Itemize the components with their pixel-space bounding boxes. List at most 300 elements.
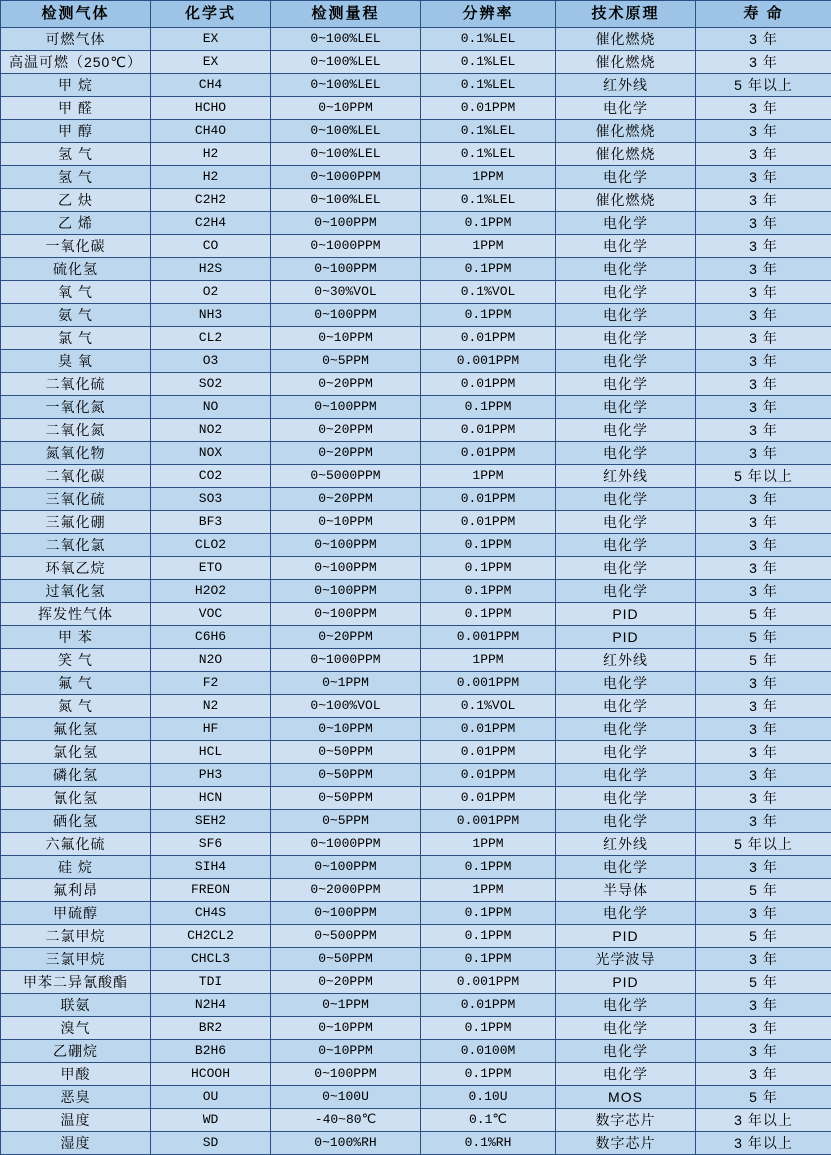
cell-technical-principle: 催化燃烧 [556, 51, 696, 74]
cell-technical-principle: 电化学 [556, 235, 696, 258]
cell-measuring-range: 0~100PPM [271, 856, 421, 879]
cell-resolution: 0.1PPM [421, 557, 556, 580]
table-row [1, 97, 831, 120]
cell-measuring-range: -40~80℃ [271, 1109, 421, 1132]
cell-technical-principle: 数字芯片 [556, 1132, 696, 1155]
cell-measuring-range: 0~100U [271, 1086, 421, 1109]
cell-chemical-formula: NH3 [151, 304, 271, 327]
cell-gas-name: 乙硼烷 [1, 1040, 151, 1063]
cell-resolution: 0.1PPM [421, 603, 556, 626]
cell-gas-name: 甲 苯 [1, 626, 151, 649]
cell-resolution: 1PPM [421, 649, 556, 672]
table-body [1, 28, 831, 1155]
column-header-technical-principle: 技术原理 [556, 1, 696, 28]
cell-measuring-range: 0~100PPM [271, 1063, 421, 1086]
cell-resolution: 0.1PPM [421, 925, 556, 948]
table-row [1, 741, 831, 764]
cell-chemical-formula: WD [151, 1109, 271, 1132]
cell-gas-name: 氢 气 [1, 143, 151, 166]
cell-lifespan: 3 年 [696, 1040, 831, 1063]
cell-resolution: 1PPM [421, 235, 556, 258]
cell-resolution: 0.01PPM [421, 511, 556, 534]
cell-technical-principle: 电化学 [556, 718, 696, 741]
cell-lifespan: 3 年 [696, 258, 831, 281]
cell-measuring-range: 0~100%LEL [271, 120, 421, 143]
cell-resolution: 0.1%LEL [421, 120, 556, 143]
cell-technical-principle: 电化学 [556, 258, 696, 281]
cell-lifespan: 3 年 [696, 994, 831, 1017]
cell-chemical-formula: C2H4 [151, 212, 271, 235]
cell-chemical-formula: CH4 [151, 74, 271, 97]
cell-chemical-formula: CHCL3 [151, 948, 271, 971]
cell-resolution: 0.01PPM [421, 488, 556, 511]
cell-lifespan: 3 年 [696, 396, 831, 419]
table-row [1, 580, 831, 603]
cell-chemical-formula: H2 [151, 166, 271, 189]
cell-resolution: 1PPM [421, 833, 556, 856]
table-row [1, 373, 831, 396]
cell-technical-principle: PID [556, 971, 696, 994]
cell-chemical-formula: SO2 [151, 373, 271, 396]
cell-gas-name: 温度 [1, 1109, 151, 1132]
table-row [1, 1040, 831, 1063]
cell-lifespan: 3 年 [696, 902, 831, 925]
cell-technical-principle: 电化学 [556, 672, 696, 695]
cell-chemical-formula: NO [151, 396, 271, 419]
cell-technical-principle: 电化学 [556, 281, 696, 304]
cell-chemical-formula: NOX [151, 442, 271, 465]
cell-technical-principle: 电化学 [556, 557, 696, 580]
cell-gas-name: 环氧乙烷 [1, 557, 151, 580]
cell-chemical-formula: HF [151, 718, 271, 741]
cell-measuring-range: 0~100PPM [271, 304, 421, 327]
cell-resolution: 0.01PPM [421, 419, 556, 442]
table-row [1, 810, 831, 833]
cell-lifespan: 5 年 [696, 649, 831, 672]
table-row [1, 143, 831, 166]
cell-lifespan: 3 年 [696, 856, 831, 879]
cell-lifespan: 3 年 [696, 212, 831, 235]
cell-resolution: 0.10U [421, 1086, 556, 1109]
cell-chemical-formula: HCL [151, 741, 271, 764]
table-row [1, 419, 831, 442]
cell-lifespan: 3 年以上 [696, 1132, 831, 1155]
cell-technical-principle: 电化学 [556, 764, 696, 787]
cell-chemical-formula: N2O [151, 649, 271, 672]
cell-measuring-range: 0~10PPM [271, 718, 421, 741]
cell-measuring-range: 0~1000PPM [271, 649, 421, 672]
cell-measuring-range: 0~10PPM [271, 511, 421, 534]
table-row [1, 626, 831, 649]
cell-chemical-formula: SEH2 [151, 810, 271, 833]
cell-gas-name: 乙 炔 [1, 189, 151, 212]
cell-chemical-formula: NO2 [151, 419, 271, 442]
cell-technical-principle: 电化学 [556, 166, 696, 189]
cell-technical-principle: 电化学 [556, 856, 696, 879]
cell-gas-name: 二氧化氯 [1, 534, 151, 557]
cell-resolution: 0.1PPM [421, 534, 556, 557]
cell-chemical-formula: H2O2 [151, 580, 271, 603]
cell-technical-principle: 电化学 [556, 1040, 696, 1063]
table-row [1, 120, 831, 143]
cell-lifespan: 5 年以上 [696, 465, 831, 488]
cell-gas-name: 二氧化碳 [1, 465, 151, 488]
cell-gas-name: 甲 烷 [1, 74, 151, 97]
cell-lifespan: 3 年 [696, 235, 831, 258]
cell-gas-name: 二氯甲烷 [1, 925, 151, 948]
table-row [1, 166, 831, 189]
cell-gas-name: 三氧化硫 [1, 488, 151, 511]
cell-measuring-range: 0~100PPM [271, 258, 421, 281]
cell-technical-principle: 红外线 [556, 465, 696, 488]
cell-measuring-range: 0~100%VOL [271, 695, 421, 718]
cell-gas-name: 磷化氢 [1, 764, 151, 787]
cell-chemical-formula: HCOOH [151, 1063, 271, 1086]
cell-technical-principle: 电化学 [556, 373, 696, 396]
cell-chemical-formula: C2H2 [151, 189, 271, 212]
cell-gas-name: 联氨 [1, 994, 151, 1017]
table-row [1, 1132, 831, 1155]
cell-gas-name: 笑 气 [1, 649, 151, 672]
cell-chemical-formula: TDI [151, 971, 271, 994]
cell-chemical-formula: BF3 [151, 511, 271, 534]
cell-gas-name: 氮 气 [1, 695, 151, 718]
cell-gas-name: 湿度 [1, 1132, 151, 1155]
cell-technical-principle: 电化学 [556, 212, 696, 235]
cell-chemical-formula: CH4O [151, 120, 271, 143]
column-header-lifespan: 寿 命 [696, 1, 831, 28]
cell-technical-principle: 电化学 [556, 442, 696, 465]
cell-technical-principle: 电化学 [556, 787, 696, 810]
cell-measuring-range: 0~100PPM [271, 557, 421, 580]
cell-resolution: 0.001PPM [421, 971, 556, 994]
cell-gas-name: 甲硫醇 [1, 902, 151, 925]
cell-lifespan: 3 年 [696, 419, 831, 442]
cell-resolution: 0.1PPM [421, 902, 556, 925]
cell-measuring-range: 0~100%LEL [271, 51, 421, 74]
header-row [1, 1, 831, 28]
cell-chemical-formula: BR2 [151, 1017, 271, 1040]
table-row [1, 51, 831, 74]
cell-lifespan: 3 年 [696, 718, 831, 741]
column-header-measuring-range: 检测量程 [271, 1, 421, 28]
cell-measuring-range: 0~100PPM [271, 580, 421, 603]
cell-lifespan: 5 年 [696, 971, 831, 994]
cell-chemical-formula: SD [151, 1132, 271, 1155]
cell-resolution: 0.1%VOL [421, 695, 556, 718]
cell-gas-name: 二氧化硫 [1, 373, 151, 396]
cell-measuring-range: 0~20PPM [271, 419, 421, 442]
cell-chemical-formula: EX [151, 51, 271, 74]
cell-chemical-formula: HCHO [151, 97, 271, 120]
cell-measuring-range: 0~10PPM [271, 1040, 421, 1063]
column-header-gas-name: 检测气体 [1, 1, 151, 28]
table-row [1, 511, 831, 534]
table-row [1, 189, 831, 212]
table-row [1, 1086, 831, 1109]
cell-gas-name: 氟利昂 [1, 879, 151, 902]
cell-measuring-range: 0~100PPM [271, 902, 421, 925]
cell-gas-name: 恶臭 [1, 1086, 151, 1109]
cell-gas-name: 氨 气 [1, 304, 151, 327]
cell-chemical-formula: SF6 [151, 833, 271, 856]
cell-gas-name: 高温可燃（250℃） [1, 51, 151, 74]
cell-resolution: 0.01PPM [421, 327, 556, 350]
cell-lifespan: 3 年 [696, 810, 831, 833]
cell-resolution: 0.1PPM [421, 1017, 556, 1040]
cell-lifespan: 5 年以上 [696, 74, 831, 97]
table-row [1, 488, 831, 511]
cell-chemical-formula: O2 [151, 281, 271, 304]
cell-resolution: 0.001PPM [421, 626, 556, 649]
cell-technical-principle: 电化学 [556, 994, 696, 1017]
cell-lifespan: 5 年 [696, 626, 831, 649]
cell-chemical-formula: B2H6 [151, 1040, 271, 1063]
table-row [1, 258, 831, 281]
cell-measuring-range: 0~1PPM [271, 994, 421, 1017]
cell-chemical-formula: N2 [151, 695, 271, 718]
cell-technical-principle: 催化燃烧 [556, 143, 696, 166]
table-row [1, 304, 831, 327]
cell-chemical-formula: O3 [151, 350, 271, 373]
cell-lifespan: 5 年 [696, 1086, 831, 1109]
cell-technical-principle: 催化燃烧 [556, 120, 696, 143]
cell-technical-principle: 电化学 [556, 695, 696, 718]
cell-lifespan: 3 年以上 [696, 1109, 831, 1132]
cell-chemical-formula: OU [151, 1086, 271, 1109]
cell-resolution: 0.01PPM [421, 787, 556, 810]
cell-lifespan: 3 年 [696, 580, 831, 603]
table-header [1, 1, 831, 28]
cell-technical-principle: 红外线 [556, 74, 696, 97]
cell-chemical-formula: CLO2 [151, 534, 271, 557]
cell-technical-principle: 电化学 [556, 419, 696, 442]
cell-gas-name: 氢 气 [1, 166, 151, 189]
cell-resolution: 0.01PPM [421, 373, 556, 396]
cell-gas-name: 三氯甲烷 [1, 948, 151, 971]
cell-measuring-range: 0~1PPM [271, 672, 421, 695]
cell-lifespan: 3 年 [696, 741, 831, 764]
cell-resolution: 0.1PPM [421, 1063, 556, 1086]
cell-measuring-range: 0~100%LEL [271, 189, 421, 212]
cell-resolution: 0.1%LEL [421, 28, 556, 51]
cell-lifespan: 3 年 [696, 695, 831, 718]
cell-technical-principle: 催化燃烧 [556, 28, 696, 51]
cell-gas-name: 甲 醛 [1, 97, 151, 120]
table-row [1, 879, 831, 902]
cell-measuring-range: 0~10PPM [271, 327, 421, 350]
cell-resolution: 1PPM [421, 465, 556, 488]
cell-chemical-formula: ETO [151, 557, 271, 580]
table-row [1, 856, 831, 879]
cell-gas-name: 甲 醇 [1, 120, 151, 143]
cell-lifespan: 3 年 [696, 28, 831, 51]
cell-measuring-range: 0~2000PPM [271, 879, 421, 902]
cell-lifespan: 3 年 [696, 373, 831, 396]
cell-chemical-formula: SO3 [151, 488, 271, 511]
cell-measuring-range: 0~1000PPM [271, 235, 421, 258]
cell-resolution: 1PPM [421, 879, 556, 902]
table-row [1, 212, 831, 235]
cell-lifespan: 3 年 [696, 1017, 831, 1040]
cell-gas-name: 氧 气 [1, 281, 151, 304]
table-row [1, 465, 831, 488]
cell-chemical-formula: CO [151, 235, 271, 258]
cell-chemical-formula: N2H4 [151, 994, 271, 1017]
cell-lifespan: 3 年 [696, 1063, 831, 1086]
cell-resolution: 0.01PPM [421, 442, 556, 465]
cell-lifespan: 5 年 [696, 879, 831, 902]
cell-measuring-range: 0~20PPM [271, 626, 421, 649]
table-row [1, 74, 831, 97]
cell-resolution: 0.1PPM [421, 304, 556, 327]
cell-gas-name: 一氧化碳 [1, 235, 151, 258]
cell-gas-name: 乙 烯 [1, 212, 151, 235]
cell-measuring-range: 0~100%RH [271, 1132, 421, 1155]
cell-lifespan: 3 年 [696, 51, 831, 74]
cell-gas-name: 过氧化氢 [1, 580, 151, 603]
cell-resolution: 0.1%LEL [421, 74, 556, 97]
cell-chemical-formula: F2 [151, 672, 271, 695]
cell-measuring-range: 0~50PPM [271, 764, 421, 787]
table-row [1, 557, 831, 580]
cell-lifespan: 3 年 [696, 488, 831, 511]
cell-measuring-range: 0~10PPM [271, 97, 421, 120]
cell-technical-principle: 半导体 [556, 879, 696, 902]
cell-chemical-formula: H2S [151, 258, 271, 281]
cell-lifespan: 5 年以上 [696, 833, 831, 856]
cell-lifespan: 3 年 [696, 787, 831, 810]
cell-lifespan: 3 年 [696, 281, 831, 304]
cell-gas-name: 氮氧化物 [1, 442, 151, 465]
cell-lifespan: 3 年 [696, 948, 831, 971]
table-row [1, 28, 831, 51]
cell-lifespan: 3 年 [696, 97, 831, 120]
cell-measuring-range: 0~1000PPM [271, 166, 421, 189]
table-row [1, 1063, 831, 1086]
cell-technical-principle: 电化学 [556, 902, 696, 925]
cell-technical-principle: 电化学 [556, 350, 696, 373]
column-header-resolution: 分辨率 [421, 1, 556, 28]
table-row [1, 764, 831, 787]
cell-chemical-formula: FREON [151, 879, 271, 902]
cell-resolution: 0.001PPM [421, 810, 556, 833]
cell-measuring-range: 0~100PPM [271, 396, 421, 419]
cell-measuring-range: 0~100%LEL [271, 28, 421, 51]
cell-lifespan: 3 年 [696, 143, 831, 166]
cell-chemical-formula: PH3 [151, 764, 271, 787]
table-row [1, 603, 831, 626]
cell-measuring-range: 0~50PPM [271, 787, 421, 810]
cell-gas-name: 六氟化硫 [1, 833, 151, 856]
cell-resolution: 0.1%LEL [421, 51, 556, 74]
cell-gas-name: 硅 烷 [1, 856, 151, 879]
cell-measuring-range: 0~5000PPM [271, 465, 421, 488]
cell-resolution: 0.01PPM [421, 741, 556, 764]
cell-gas-name: 氯 气 [1, 327, 151, 350]
cell-gas-name: 挥发性气体 [1, 603, 151, 626]
cell-gas-name: 一氧化氮 [1, 396, 151, 419]
cell-resolution: 0.1%LEL [421, 143, 556, 166]
cell-gas-name: 臭 氧 [1, 350, 151, 373]
cell-resolution: 0.01PPM [421, 764, 556, 787]
cell-technical-principle: 电化学 [556, 534, 696, 557]
table-row [1, 1017, 831, 1040]
table-row [1, 396, 831, 419]
table-row [1, 718, 831, 741]
cell-measuring-range: 0~100PPM [271, 212, 421, 235]
cell-technical-principle: PID [556, 626, 696, 649]
cell-gas-name: 氟化氢 [1, 718, 151, 741]
cell-measuring-range: 0~30%VOL [271, 281, 421, 304]
cell-resolution: 0.1PPM [421, 580, 556, 603]
cell-resolution: 0.001PPM [421, 672, 556, 695]
cell-resolution: 0.01PPM [421, 97, 556, 120]
table-row [1, 695, 831, 718]
cell-chemical-formula: HCN [151, 787, 271, 810]
cell-chemical-formula: VOC [151, 603, 271, 626]
cell-measuring-range: 0~50PPM [271, 741, 421, 764]
cell-technical-principle: 电化学 [556, 810, 696, 833]
cell-technical-principle: 红外线 [556, 649, 696, 672]
cell-resolution: 0.1%RH [421, 1132, 556, 1155]
cell-gas-name: 氟 气 [1, 672, 151, 695]
cell-resolution: 0.01PPM [421, 718, 556, 741]
cell-measuring-range: 0~10PPM [271, 1017, 421, 1040]
cell-technical-principle: 电化学 [556, 97, 696, 120]
cell-technical-principle: 电化学 [556, 1017, 696, 1040]
cell-resolution: 0.1%VOL [421, 281, 556, 304]
cell-technical-principle: 电化学 [556, 741, 696, 764]
cell-resolution: 0.001PPM [421, 350, 556, 373]
cell-measuring-range: 0~1000PPM [271, 833, 421, 856]
table-row [1, 971, 831, 994]
cell-measuring-range: 0~20PPM [271, 373, 421, 396]
cell-resolution: 0.1PPM [421, 212, 556, 235]
cell-chemical-formula: H2 [151, 143, 271, 166]
table-row [1, 442, 831, 465]
cell-chemical-formula: CO2 [151, 465, 271, 488]
cell-technical-principle: 电化学 [556, 327, 696, 350]
cell-measuring-range: 0~100PPM [271, 603, 421, 626]
table-row [1, 281, 831, 304]
cell-gas-name: 氯化氢 [1, 741, 151, 764]
cell-lifespan: 3 年 [696, 350, 831, 373]
cell-technical-principle: 催化燃烧 [556, 189, 696, 212]
cell-technical-principle: 电化学 [556, 396, 696, 419]
cell-technical-principle: 电化学 [556, 580, 696, 603]
cell-lifespan: 3 年 [696, 534, 831, 557]
table-row [1, 534, 831, 557]
cell-resolution: 0.1%LEL [421, 189, 556, 212]
table-row [1, 902, 831, 925]
cell-chemical-formula: CH2CL2 [151, 925, 271, 948]
cell-chemical-formula: SIH4 [151, 856, 271, 879]
cell-lifespan: 3 年 [696, 189, 831, 212]
cell-gas-name: 甲酸 [1, 1063, 151, 1086]
cell-measuring-range: 0~20PPM [271, 442, 421, 465]
cell-measuring-range: 0~50PPM [271, 948, 421, 971]
cell-chemical-formula: EX [151, 28, 271, 51]
cell-technical-principle: 电化学 [556, 488, 696, 511]
cell-technical-principle: 电化学 [556, 1063, 696, 1086]
cell-measuring-range: 0~5PPM [271, 810, 421, 833]
cell-resolution: 1PPM [421, 166, 556, 189]
table-row [1, 925, 831, 948]
cell-chemical-formula: CH4S [151, 902, 271, 925]
cell-resolution: 0.1PPM [421, 258, 556, 281]
cell-lifespan: 3 年 [696, 672, 831, 695]
